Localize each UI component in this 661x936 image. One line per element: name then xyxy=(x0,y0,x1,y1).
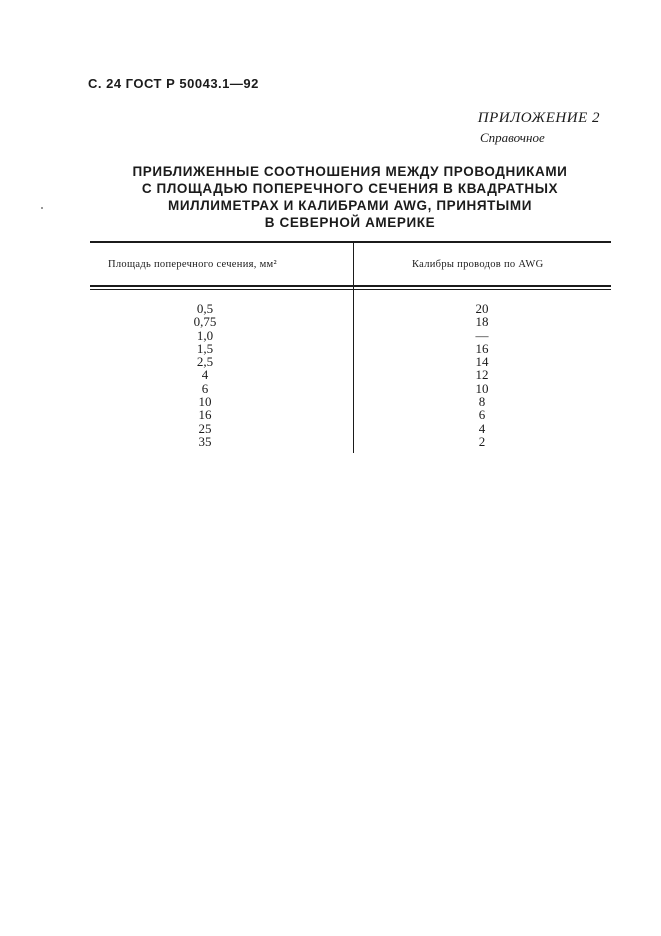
table-cell: 2,5 xyxy=(196,354,214,370)
table-cell: 6 xyxy=(201,380,209,396)
column-header-area: Площадь поперечного сечения, мм² xyxy=(108,259,277,270)
column-header-awg: Калибры проводов по AWG xyxy=(412,259,544,270)
title-line: В СЕВЕРНОЙ АМЕРИКЕ xyxy=(264,215,436,230)
table-cell: 12 xyxy=(475,367,489,383)
table-cell: 14 xyxy=(475,354,489,370)
table-header-rule-double xyxy=(90,289,611,290)
title-line: ПРИБЛИЖЕННЫЕ СООТНОШЕНИЯ МЕЖДУ ПРОВОДНИКАМИ xyxy=(132,164,568,179)
page-header: С. 24 ГОСТ Р 50043.1—92 xyxy=(88,76,259,91)
table-cell: 4 xyxy=(478,420,486,436)
document-title xyxy=(90,163,610,231)
table-cell: 0,5 xyxy=(196,301,214,316)
table-top-rule xyxy=(90,241,611,243)
table-header-rule xyxy=(90,285,611,287)
appendix-note: Справочное xyxy=(480,130,545,145)
table-cell: 8 xyxy=(478,394,486,410)
table-cell: 18 xyxy=(475,314,489,330)
table-cell: 1,0 xyxy=(196,327,214,343)
title-line: МИЛЛИМЕТРАХ И КАЛИБРАМИ AWG, ПРИНЯТЫМИ xyxy=(168,198,532,213)
table-cell: 16 xyxy=(198,407,212,423)
table-cell: 16 xyxy=(475,340,489,356)
table-cell: 2 xyxy=(478,433,486,449)
table-column-divider xyxy=(353,243,354,453)
awg-column xyxy=(452,302,512,448)
table-cell: 10 xyxy=(198,394,212,410)
table-cell: 1,5 xyxy=(196,340,214,356)
table-cell: 6 xyxy=(478,407,486,423)
table-cell: 0,75 xyxy=(193,314,217,330)
table-cell: — xyxy=(475,327,489,343)
table-cell: 10 xyxy=(475,380,489,396)
scan-speck xyxy=(41,207,43,209)
title-line: С ПЛОЩАДЬЮ ПОПЕРЕЧНОГО СЕЧЕНИЯ В КВАДРАТНЫХ xyxy=(141,181,559,196)
area-column xyxy=(175,302,235,448)
table-cell: 25 xyxy=(198,420,212,436)
table-cell: 35 xyxy=(198,433,212,449)
table-cell: 4 xyxy=(201,367,209,383)
table-cell: 20 xyxy=(475,301,489,316)
appendix-label: ПРИЛОЖЕНИЕ 2 xyxy=(477,110,600,126)
